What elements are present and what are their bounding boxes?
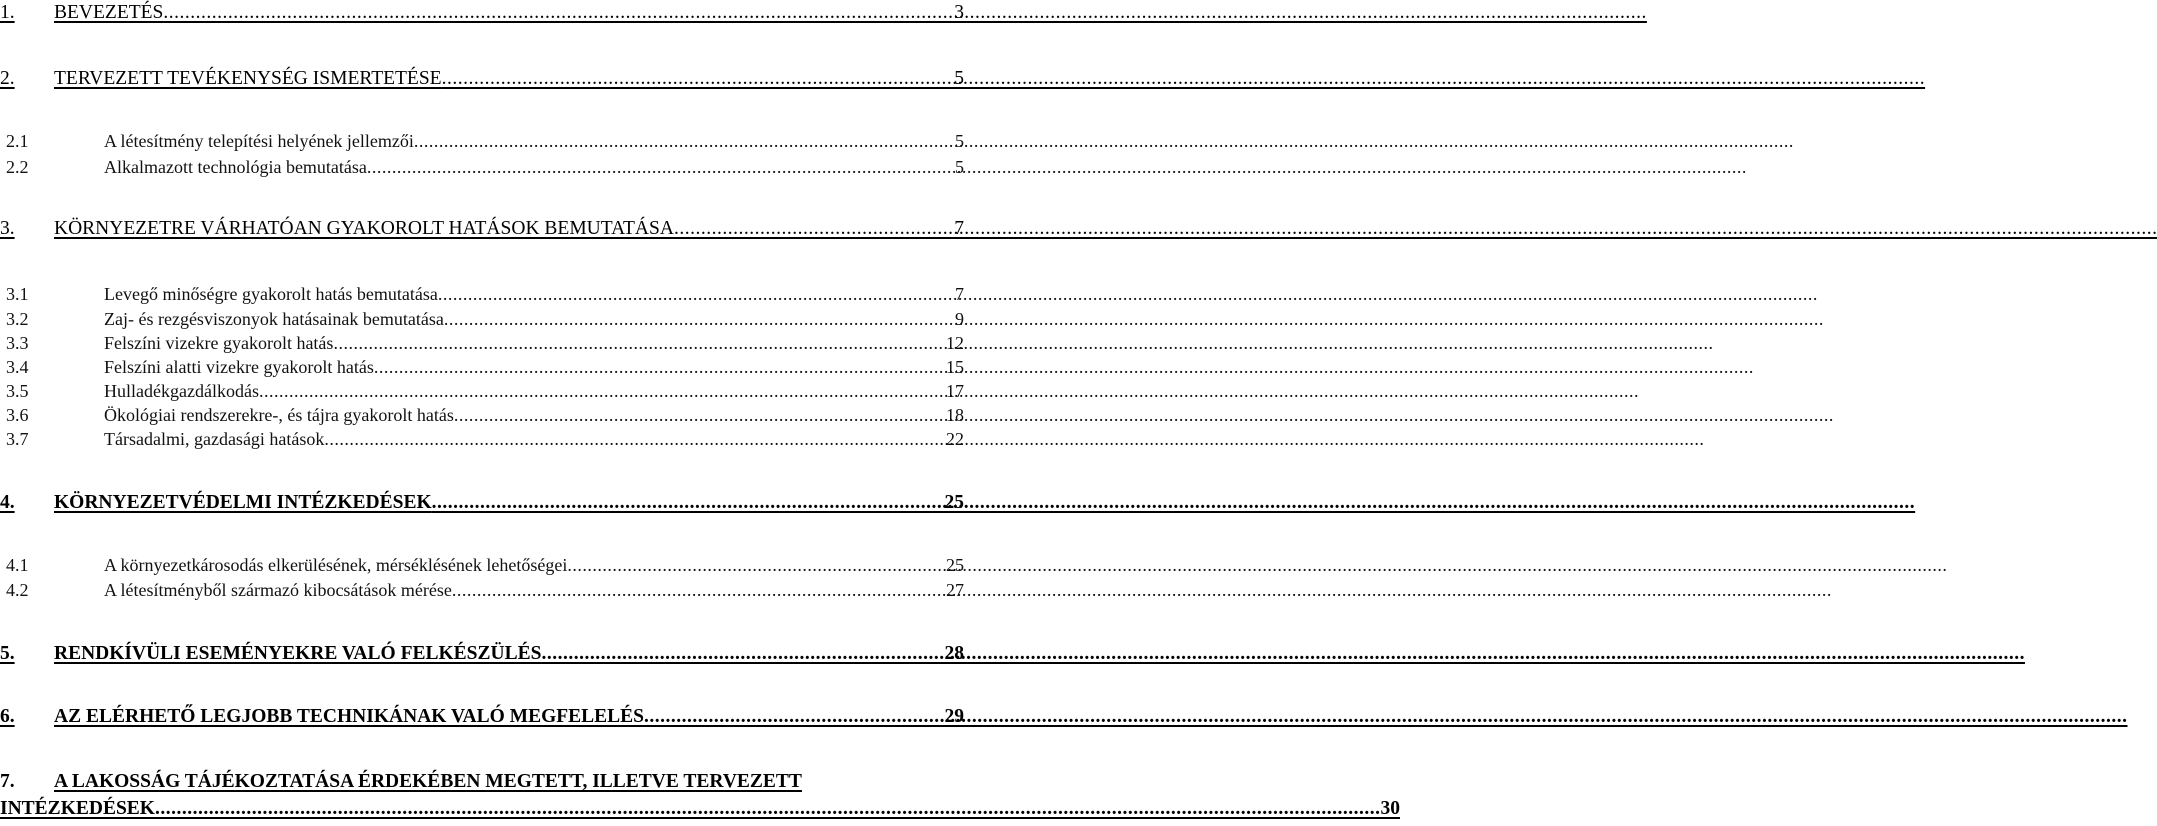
toc-dot-leader: [374, 356, 944, 378]
toc-entry-1[interactable]: [0, 2, 964, 24]
toc-entry-title: Felszíni alatti vizekre gyakorolt hatás: [104, 357, 374, 377]
toc-entry-2-1[interactable]: [0, 130, 964, 152]
toc-entry-page: 25: [944, 492, 964, 513]
toc-entry-title: A létesítmény telepítési helyének jellemzői: [104, 131, 414, 151]
toc-entry-number: 3.6: [6, 405, 29, 425]
toc-entry-2-2[interactable]: [0, 156, 964, 178]
toc-dot-leader: [333, 332, 944, 354]
toc-dot-leader: [674, 218, 952, 240]
toc-entry-title: KÖRNYEZETRE VÁRHATÓAN GYAKOROLT HATÁSOK BEMUTATÁSA: [54, 218, 674, 239]
toc-entry-title: A környezetkárosodás elkerülésének, mérséklésének lehetőségei: [104, 555, 568, 575]
toc-dot-leader: [163, 2, 952, 24]
toc-entry-title-continuation: INTÉZKEDÉSEK: [0, 798, 155, 819]
toc-dot-leader: [438, 283, 953, 305]
toc-entry-page: 27: [946, 580, 964, 600]
toc-dot-leader: [259, 380, 944, 402]
toc-entry-3-1[interactable]: [0, 283, 964, 305]
toc-entry-page: 22: [946, 429, 964, 449]
toc-entry-page: 5: [955, 131, 964, 151]
toc-entry-number: 2.1: [6, 131, 29, 151]
toc-entry-number: 3.4: [6, 357, 29, 377]
toc-entry-number: 6.: [0, 706, 15, 727]
toc-dot-leader: [414, 130, 953, 152]
toc-entry-3-7[interactable]: [0, 428, 964, 450]
toc-entry-4-2[interactable]: [0, 579, 964, 601]
toc-entry-page: 7: [954, 218, 964, 239]
toc-entry-title: Levegő minőségre gyakorolt hatás bemutatása: [104, 284, 438, 304]
toc-dot-leader: [155, 796, 1381, 822]
toc-dot-leader: [454, 404, 944, 426]
toc-entry-title: Felszíni vizekre gyakorolt hatás: [104, 333, 334, 353]
toc-entry-2[interactable]: [0, 68, 964, 90]
toc-entry-page: 18: [946, 405, 964, 425]
toc-entry-title: A létesítményből származó kibocsátások mérése: [104, 580, 452, 600]
toc-entry-page: 3: [954, 2, 964, 23]
toc-entry-page: 30: [1380, 798, 1400, 819]
toc-entry-title: TERVEZETT TEVÉKENYSÉG ISMERTETÉSE: [54, 68, 442, 89]
toc-entry-number: 2.: [0, 68, 15, 89]
toc-entry-title: Zaj- és rezgésviszonyok hatásainak bemutatása: [104, 309, 444, 329]
toc-entry-3-2[interactable]: [0, 308, 964, 330]
toc-entry-number: 4.1: [6, 555, 29, 575]
toc-entry-number: 3.1: [6, 284, 29, 304]
toc-entry-4[interactable]: [0, 492, 964, 514]
toc-entry-number: 5.: [0, 643, 15, 664]
toc-entry-title: Hulladékgazdálkodás: [104, 381, 259, 401]
toc-entry-number: 2.2: [6, 157, 29, 177]
toc-entry-page: 15: [946, 357, 964, 377]
toc-entry-title: BEVEZETÉS: [54, 2, 164, 23]
toc-entry-number: 3.3: [6, 333, 29, 353]
toc-entry-5[interactable]: [0, 643, 964, 665]
toc-entry-number: 1.: [0, 2, 15, 23]
toc-entry-3[interactable]: [0, 218, 964, 240]
toc-entry-7[interactable]: [0, 769, 960, 795]
toc-entry-page: 25: [946, 555, 964, 575]
toc-entry-3-3[interactable]: [0, 332, 964, 354]
toc-entry-title: AZ ELÉRHETŐ LEGJOBB TECHNIKÁNAK VALÓ MEGFELELÉS: [54, 706, 645, 727]
toc-dot-leader: [444, 308, 953, 330]
toc-entry-number: 3.2: [6, 309, 29, 329]
toc-entry-page: 12: [946, 333, 964, 353]
toc-entry-6[interactable]: [0, 706, 964, 728]
toc-entry-title: A LAKOSSÁG TÁJÉKOZTATÁSA ÉRDEKÉBEN MEGTETT, ILLETVE TERVEZETT: [54, 771, 802, 792]
toc-dot-leader: [541, 643, 942, 665]
toc-entry-3-4[interactable]: [0, 356, 964, 378]
toc-dot-leader: [442, 68, 953, 90]
toc-entry-title: Alkalmazott technológia bemutatása: [104, 157, 367, 177]
toc-entry-title: Társadalmi, gazdasági hatások: [104, 429, 325, 449]
toc-dot-leader: [644, 706, 942, 728]
toc-entry-number: 3.7: [6, 429, 29, 449]
toc-entry-number: 7.: [0, 771, 15, 792]
toc-entry-title: Ökológiai rendszerekre-, és tájra gyakorolt hatás: [104, 405, 454, 425]
toc-entry-3-5[interactable]: [0, 380, 964, 402]
toc-entry-number: 4.: [0, 492, 15, 513]
toc-entry-page: 28: [944, 643, 964, 664]
toc-entry-page: 5: [954, 68, 964, 89]
toc-entry-page: 7: [955, 284, 964, 304]
toc-dot-leader: [567, 554, 944, 576]
toc-entry-3-6[interactable]: [0, 404, 964, 426]
toc-entry-page: 9: [955, 309, 964, 329]
toc-dot-leader: [452, 579, 944, 601]
toc-entry-title: RENDKÍVÜLI ESEMÉNYEKRE VALÓ FELKÉSZÜLÉS: [54, 643, 542, 664]
toc-entry-7-continuation[interactable]: [0, 796, 1400, 822]
toc-entry-title: KÖRNYEZETVÉDELMI INTÉZKEDÉSEK: [54, 492, 432, 513]
toc-entry-4-1[interactable]: [0, 554, 964, 576]
toc-entry-number: 3.: [0, 218, 15, 239]
toc-entry-number: 3.5: [6, 381, 29, 401]
toc-entry-number: 4.2: [6, 580, 29, 600]
toc-dot-leader: [324, 428, 944, 450]
toc-dot-leader: [367, 156, 953, 178]
toc-entry-page: 5: [955, 157, 964, 177]
toc-entry-page: 17: [946, 381, 964, 401]
toc-dot-leader: [432, 492, 943, 514]
toc-entry-page: 29: [944, 706, 964, 727]
